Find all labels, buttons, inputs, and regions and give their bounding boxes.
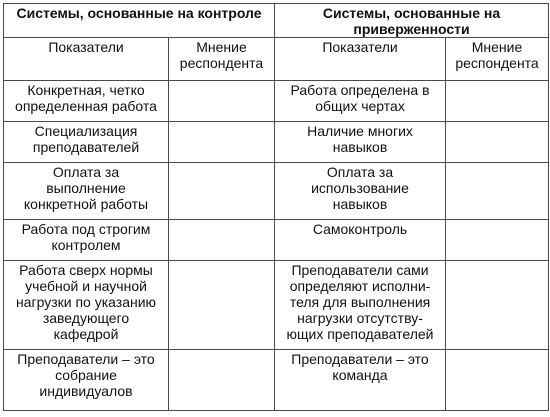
table-row bbox=[4, 220, 549, 261]
commitment-indicator: Оплата за использование навыков bbox=[275, 163, 446, 220]
commitment-opinion-cell[interactable] bbox=[446, 122, 549, 163]
table-row bbox=[4, 163, 549, 220]
control-opinion-cell[interactable] bbox=[169, 163, 275, 220]
sub-header-row bbox=[4, 38, 549, 81]
group-header-control: Системы, основанные на контроле bbox=[4, 4, 275, 38]
control-opinion-cell[interactable] bbox=[169, 261, 275, 350]
subheader-opinion-control: Мнение респондента bbox=[169, 38, 275, 81]
control-opinion-cell[interactable] bbox=[169, 81, 275, 122]
group-header-row bbox=[4, 4, 549, 38]
control-indicator: Работа под строгим контролем bbox=[4, 220, 169, 261]
table-row bbox=[4, 81, 549, 122]
control-opinion-cell[interactable] bbox=[169, 122, 275, 163]
subheader-opinion-commitment: Мнение респондента bbox=[446, 38, 549, 81]
commitment-indicator: Работа определена в общих чертах bbox=[275, 81, 446, 122]
comparison-table bbox=[3, 3, 549, 411]
control-indicator: Преподаватели – это собрание индивидуалов bbox=[4, 350, 169, 411]
subheader-indicators-control: Показатели bbox=[4, 38, 169, 81]
control-indicator: Специализация преподавателей bbox=[4, 122, 169, 163]
commitment-indicator: Наличие многих навыков bbox=[275, 122, 446, 163]
control-opinion-cell[interactable] bbox=[169, 220, 275, 261]
group-header-commitment: Системы, основанные на приверженности bbox=[275, 4, 549, 38]
commitment-opinion-cell[interactable] bbox=[446, 350, 549, 411]
commitment-opinion-cell[interactable] bbox=[446, 261, 549, 350]
commitment-opinion-cell[interactable] bbox=[446, 163, 549, 220]
commitment-indicator: Преподаватели – это команда bbox=[275, 350, 446, 411]
table-row bbox=[4, 350, 549, 411]
control-indicator: Конкретная, четко определенная работа bbox=[4, 81, 169, 122]
table-row bbox=[4, 261, 549, 350]
commitment-indicator: Самоконтроль bbox=[275, 220, 446, 261]
table-row bbox=[4, 122, 549, 163]
control-indicator: Оплата за выполнение конкретной работы bbox=[4, 163, 169, 220]
commitment-opinion-cell[interactable] bbox=[446, 220, 549, 261]
commitment-indicator: Преподаватели сами определяют исполни- теля для выполнения нагрузки отсутству- ющих преподавателей bbox=[275, 261, 446, 350]
commitment-opinion-cell[interactable] bbox=[446, 81, 549, 122]
control-indicator: Работа сверх нормы учебной и научной нагрузки по указанию заведующего кафедрой bbox=[4, 261, 169, 350]
control-opinion-cell[interactable] bbox=[169, 350, 275, 411]
subheader-indicators-commitment: Показатели bbox=[275, 38, 446, 81]
